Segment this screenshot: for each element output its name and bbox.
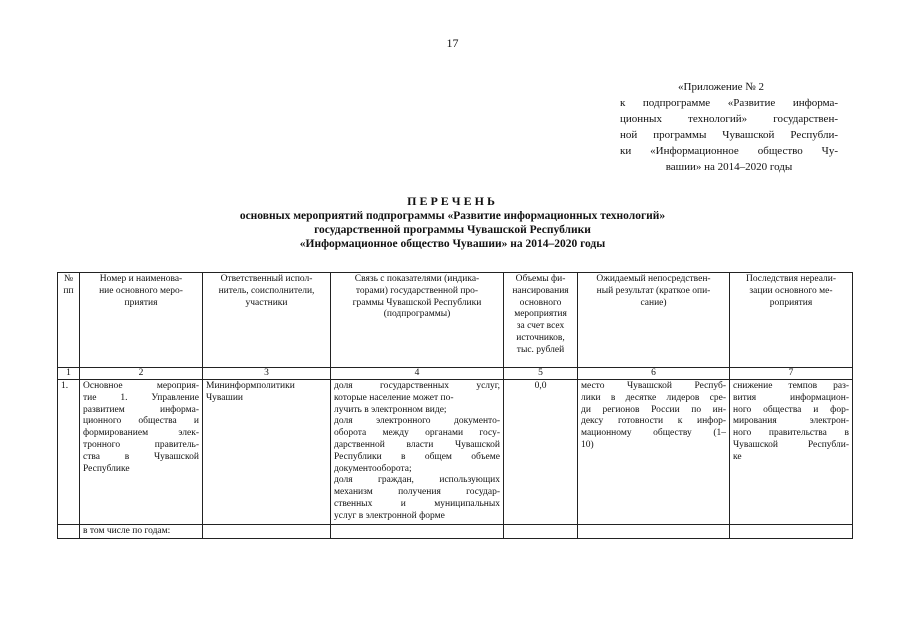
page-number: 17 [446,36,459,50]
appendix-line: ной программы Чувашской Республи- [620,129,838,141]
header-cell-indicators: Связь с показателями (индика- торами) государственной про- граммы Чувашской Республики (подпрограммы) [331,273,504,368]
indicators: доля государственных услуг, которые население может по- лучить в электронном виде; доля электронного документо- оборота между органами госу- дарственной власти Чувашской Республики в общем объеме документооборота; доля граждан, использующих механизм получения государ- ственных и муниципальных услуг в электронной форме [331,380,504,525]
document-title [0,193,905,251]
column-number: 1 [58,368,80,380]
measures-table [57,272,853,539]
years-label: в том числе по годам: [80,524,203,539]
consequences: снижение темпов раз- вития информацион- ного общества и фор- мирования электрон- ного правительства в Чувашской Республи- ке [730,380,853,525]
appendix-line: вашии» на 2014–2020 годы [665,161,793,173]
title-line: «Информационное общество Чувашии» на 2014–2020 годы [299,238,606,250]
header-cell-number: № пп [58,273,80,368]
empty-cell [730,524,853,539]
table-row [58,380,853,525]
empty-cell [578,524,730,539]
column-number: 2 [80,368,203,380]
header-cell-amount: Объемы фи- нансирования основного мероприятия за счет всех источников, тыс. рублей [504,273,578,368]
header-cell-result: Ожидаемый непосредствен- ный результат (краткое опи- сание) [578,273,730,368]
column-number: 3 [203,368,331,380]
expected-result: место Чувашской Респуб- лики в десятке лидеров сре- ди регионов России по ин- дексу готовности к инфор- мационному обществу (1– 10) [578,380,730,525]
appendix-line: к подпрограмме «Развитие информа- [620,97,838,109]
column-number-row [58,368,853,380]
financing-amount: 0,0 [504,380,578,525]
header-cell-executor: Ответственный испол- нитель, соисполнители, участники [203,273,331,368]
column-number: 4 [331,368,504,380]
appendix-line: ционных технологий» государствен- [620,113,838,125]
title-line: государственной программы Чувашской Республики [314,224,591,236]
empty-cell [331,524,504,539]
column-number: 6 [578,368,730,380]
empty-cell [504,524,578,539]
measure-name: Основное мероприя- тие 1. Управление развитием информа- ционного общества и формированием элек- тронного правитель- ства в Чувашской Республике [80,380,203,525]
appendix-line: «Приложение № 2 [678,81,765,93]
executor: Мининформполитики Чувашии [203,380,331,525]
title-line: основных мероприятий подпрограммы «Развитие информационных технологий» [239,210,666,222]
empty-cell [58,524,80,539]
appendix-header [620,79,838,175]
table-row [58,524,853,539]
appendix-line: ки «Информационное общество Чу- [620,145,838,157]
column-number: 7 [730,368,853,380]
empty-cell [203,524,331,539]
header-row [58,273,853,368]
column-number: 5 [504,368,578,380]
title-heading: ПЕРЕЧЕНЬ [407,194,498,208]
header-cell-name: Номер и наименова- ние основного меро- приятия [80,273,203,368]
row-number: 1. [58,380,80,525]
header-cell-consequences: Последствия нереали- зации основного ме- роприятия [730,273,853,368]
